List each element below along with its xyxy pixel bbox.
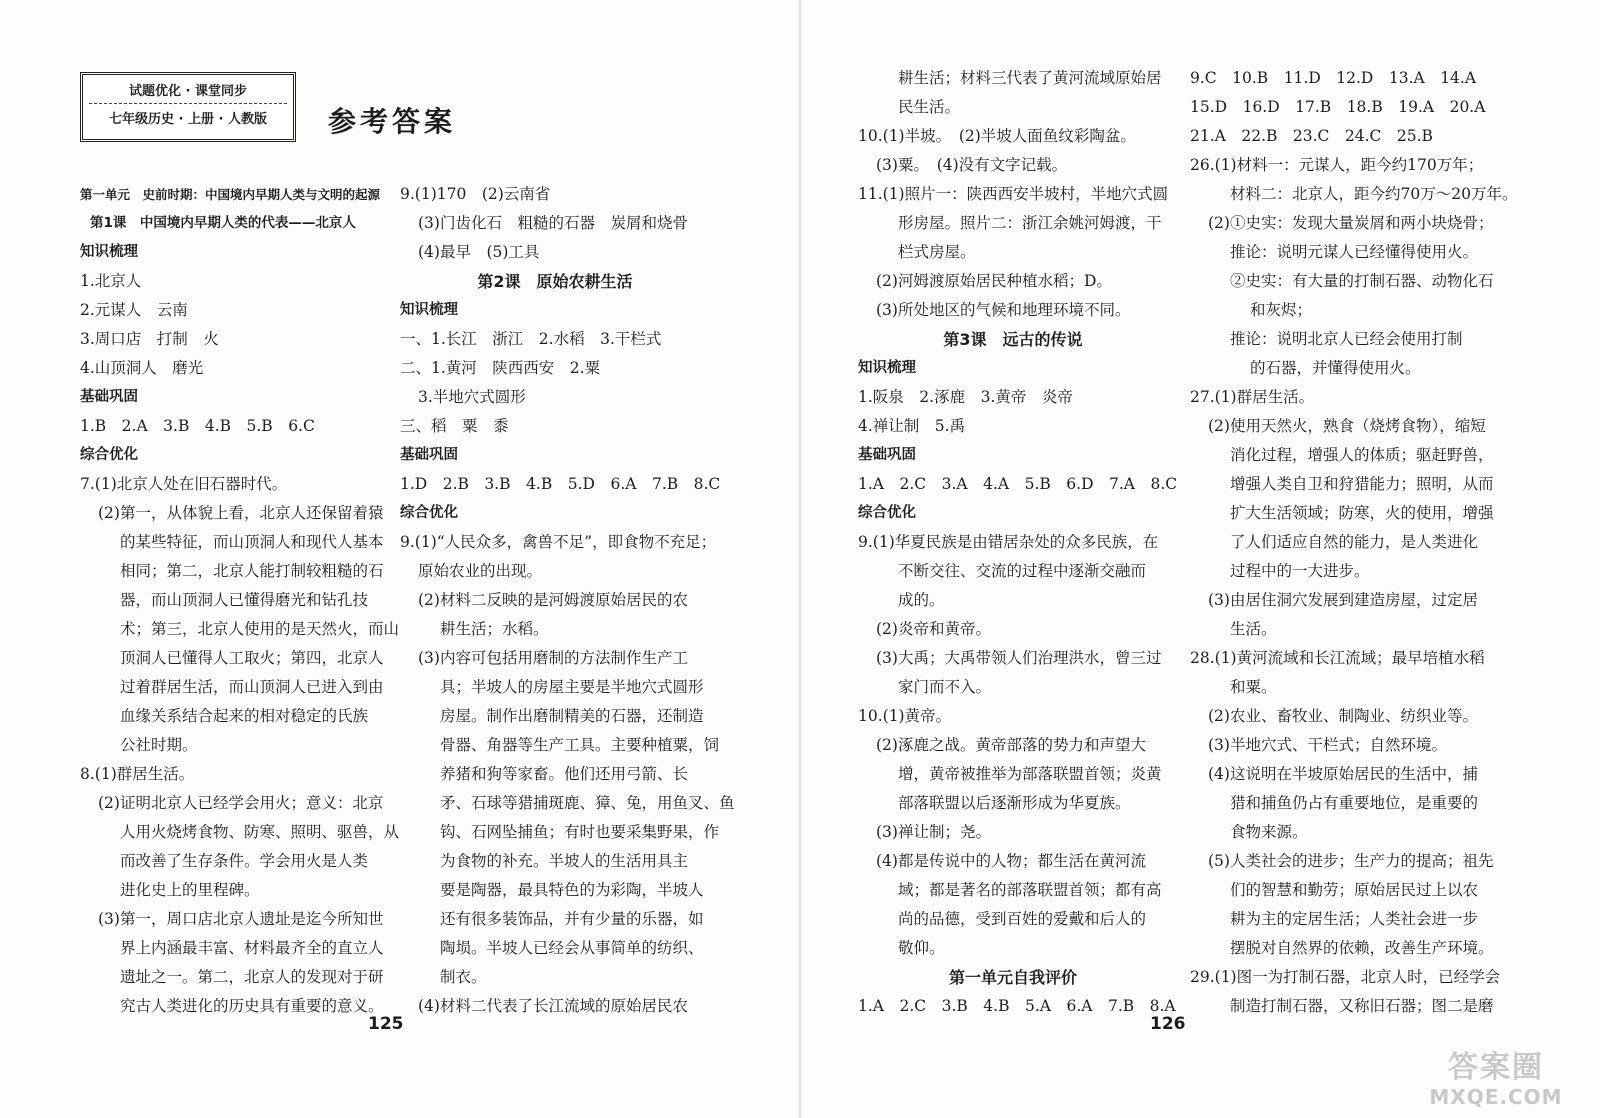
column-2 bbox=[400, 180, 735, 1021]
lesson-heading: 第3课 远古的传说 bbox=[943, 330, 1083, 349]
page-number-left: 125 bbox=[368, 1014, 404, 1034]
answer-line: 扩大生活领域；防寒，火的使用，增强 bbox=[1230, 504, 1494, 522]
answer-line: (5)人类社会的进步；生产力的提高；祖先 bbox=[1208, 852, 1494, 870]
section-heading: 基础巩固 bbox=[80, 389, 138, 405]
answer-line: 增强人类自卫和狩猎能力；照明，从而 bbox=[1230, 475, 1494, 493]
answer-line: 钩、石网坠捕鱼；有时也要采集野果，作 bbox=[440, 823, 720, 841]
answer-line: 2.元谋人 云南 bbox=[80, 301, 188, 319]
answer-line: 二、1.黄河 陕西西安 2.粟 bbox=[400, 359, 601, 377]
answer-line: 部落联盟以后逐渐形成为华夏族。 bbox=[898, 794, 1131, 812]
answer-line: 9.(1)170 (2)云南省 bbox=[400, 185, 551, 203]
answer-line: 1.A 2.C 3.A 4.A 5.B 6.D 7.A 8.C bbox=[858, 475, 1178, 493]
lesson-heading: 第2课 原始农耕生活 bbox=[477, 272, 633, 291]
answer-line: 1.北京人 bbox=[80, 272, 142, 290]
answer-line: 人用火烧烤食物、防寒、照明、驱兽，从 bbox=[120, 823, 400, 841]
answer-line: 26.(1)材料一：元谋人，距今约170万年； bbox=[1190, 156, 1484, 174]
answer-line: 增，黄帝被推举为部落联盟首领；炎黄 bbox=[898, 765, 1162, 783]
answer-line: 耕为主的定居生活；人类社会进一步 bbox=[1230, 910, 1479, 928]
answer-line: 形房屋。照片二：浙江余姚河姆渡，干 bbox=[898, 214, 1162, 232]
answer-line: (3)门齿化石 粗糙的石器 炭屑和烧骨 bbox=[418, 214, 688, 232]
answer-line: (2)证明北京人已经学会用火；意义：北京 bbox=[98, 794, 384, 812]
watermark-url: MXQE.COM bbox=[1429, 1085, 1563, 1109]
answer-line: (2)①史实：发现大量炭屑和两小块烧骨； bbox=[1208, 214, 1494, 232]
answer-line: 29.(1)图一为打制石器，北京人时，已经学会 bbox=[1190, 968, 1501, 986]
answer-line: 原始农业的出现。 bbox=[418, 562, 543, 580]
answer-line: 制衣。 bbox=[440, 968, 487, 986]
section-heading: 基础巩固 bbox=[858, 447, 916, 463]
answer-line: 11.(1)照片一：陕西西安半坡村，半地穴式圆 bbox=[858, 185, 1169, 203]
answer-line: 的石器，并懂得使用火。 bbox=[1250, 359, 1421, 377]
answer-line: 尚的品德，受到百姓的爱戴和后人的 bbox=[898, 910, 1147, 928]
answer-line: (2)使用天然火，熟食（烧烤食物），缩短 bbox=[1208, 417, 1486, 435]
answer-line: 域；都是著名的部落联盟首领；都有高 bbox=[898, 881, 1162, 899]
answer-line: 家门而不入。 bbox=[898, 678, 992, 696]
answer-line: (3)半地穴式、干栏式；自然环境。 bbox=[1208, 736, 1447, 754]
section-heading: 知识梳理 bbox=[400, 302, 458, 318]
answer-line: 1.A 2.C 3.B 4.B 5.A 6.A 7.B 8.A bbox=[858, 997, 1176, 1015]
watermark-text: 答案圈 bbox=[1448, 1050, 1544, 1085]
answer-line: 猎和捕鱼仍占有重要地位，是重要的 bbox=[1230, 794, 1479, 812]
answer-line: 顶洞人已懂得人工取火；第四，北京人 bbox=[120, 649, 384, 667]
answer-line: 公社时期。 bbox=[120, 736, 198, 754]
answer-line: 3.周口店 打制 火 bbox=[80, 330, 219, 348]
answer-line: (4)最早 (5)工具 bbox=[418, 243, 540, 261]
answer-line: (2)炎帝和黄帝。 bbox=[876, 620, 991, 638]
answer-line: 9.(1)华夏民族是由错居杂处的众多民族，在 bbox=[858, 533, 1159, 551]
answer-line: 10.(1)半坡。 (2)半坡人面鱼纹彩陶盆。 bbox=[858, 127, 1136, 145]
answer-line: 耕生活；材料三代表了黄河流域原始居 bbox=[898, 69, 1162, 87]
answer-line: 要是陶器，最具特色的为彩陶，半坡人 bbox=[440, 881, 704, 899]
section-heading: 知识梳理 bbox=[858, 360, 916, 376]
answer-line: (4)都是传说中的人物；都生活在黄河流 bbox=[876, 852, 1146, 870]
answer-line: 矛、石球等猎捕斑鹿、獐、兔，用鱼叉、鱼 bbox=[440, 794, 735, 812]
answer-line: (3)内容可包括用磨制的方法制作生产工 bbox=[418, 649, 688, 667]
answer-line: (3)大禹；大禹带领人们治理洪水，曾三过 bbox=[876, 649, 1162, 667]
answer-line: 还有很多装饰品，并有少量的乐器，如 bbox=[440, 910, 704, 928]
answer-line: 术；第三，北京人使用的是天然火，而山 bbox=[120, 620, 400, 638]
section-heading: 综合优化 bbox=[80, 447, 138, 463]
column-3 bbox=[858, 64, 1178, 1021]
page-title: 参考答案 bbox=[328, 105, 457, 138]
answer-line: 过程中的一大进步。 bbox=[1230, 562, 1370, 580]
answer-line: 和灰烬； bbox=[1250, 301, 1313, 319]
answer-line: 和粟。 bbox=[1230, 678, 1277, 696]
answer-line: 材料二：北京人，距今约70万～20万年。 bbox=[1230, 185, 1518, 203]
answer-line: (4)材料二代表了长江流域的原始居民农 bbox=[418, 997, 688, 1015]
answer-line: 不断交往、交流的过程中逐渐交融而 bbox=[898, 562, 1147, 580]
answer-line: 10.(1)黄帝。 bbox=[858, 707, 952, 725]
answer-line: 三、稻 粟 黍 bbox=[400, 417, 509, 435]
answer-line: 制造打制石器，又称旧石器；图二是磨 bbox=[1230, 997, 1494, 1015]
section-heading: 综合优化 bbox=[858, 505, 916, 521]
answer-line: 消化过程，增强人的体质；驱赶野兽， bbox=[1230, 446, 1494, 464]
answer-line: 房屋。制作出磨制精美的石器，还制造 bbox=[440, 707, 704, 725]
answer-line: 器，而山顶洞人已懂得磨光和钻孔技 bbox=[120, 591, 369, 609]
answer-line: 4.山顶洞人 磨光 bbox=[80, 359, 204, 377]
answer-line: 摆脱对自然界的依赖，改善生产环境。 bbox=[1230, 939, 1494, 957]
answer-line: 相同；第二，北京人能打制较粗糙的石 bbox=[120, 562, 384, 580]
answer-line: 进化史上的里程碑。 bbox=[120, 881, 260, 899]
answer-line: 28.(1)黄河流域和长江流域；最早培植水稻 bbox=[1190, 649, 1485, 667]
answer-line: 推论：说明北京人已经会使用打制 bbox=[1230, 330, 1463, 348]
badge-line2: 七年级历史 · 上册 · 人教版 bbox=[109, 112, 267, 127]
answer-line: 过着群居生活，而山顶洞人已进入到由 bbox=[120, 678, 384, 696]
answer-line: 食物来源。 bbox=[1230, 823, 1308, 841]
answer-line: 生活。 bbox=[1230, 620, 1277, 638]
section-heading: 综合优化 bbox=[400, 505, 458, 521]
answer-line: 1.D 2.B 3.B 4.B 5.D 6.A 7.B 8.C bbox=[400, 475, 721, 493]
answer-line: 27.(1)群居生活。 bbox=[1190, 388, 1315, 406]
answer-line: 15.D 16.D 17.B 18.B 19.A 20.A bbox=[1190, 98, 1486, 116]
answer-line: (3)由居住洞穴发展到建造房屋，过定居 bbox=[1208, 591, 1478, 609]
answer-line: 而改善了生存条件。学会用火是人类 bbox=[120, 852, 369, 870]
answer-line: (3)第一，周口店北京人遗址是迄今所知世 bbox=[98, 910, 384, 928]
lesson-heading: 第一单元自我评价 bbox=[948, 968, 1077, 987]
answer-line: (2)材料二反映的是河姆渡原始居民的农 bbox=[418, 591, 688, 609]
answer-line: 血缘关系结合起来的相对稳定的氏族 bbox=[120, 707, 369, 725]
answer-line: (3)粟。 (4)没有文字记载。 bbox=[876, 156, 1068, 174]
answer-line: 了人们适应自然的能力，是人类进化 bbox=[1230, 533, 1479, 551]
answer-line: 骨器、角器等生产工具。主要种植粟，饲 bbox=[440, 736, 720, 754]
column-1 bbox=[80, 180, 400, 1021]
answer-line: 1.阪泉 2.涿鹿 3.黄帝 炎帝 bbox=[858, 388, 1073, 406]
page-number-right: 126 bbox=[1150, 1014, 1186, 1034]
answer-line: 养猪和狗等家畜。他们还用弓箭、长 bbox=[440, 765, 689, 783]
answer-line: 究古人类进化的历史具有重要的意义。 bbox=[120, 997, 384, 1015]
unit-heading: 第一单元 史前时期：中国境内早期人类与文明的起源 bbox=[80, 187, 381, 202]
series-badge bbox=[80, 72, 296, 142]
answer-line: 成的。 bbox=[898, 591, 945, 609]
badge-line1: 试题优化 · 课堂同步 bbox=[89, 81, 287, 104]
answer-line: 8.(1)群居生活。 bbox=[80, 765, 195, 783]
answer-line: 敬仰。 bbox=[898, 939, 945, 957]
section-heading: 基础巩固 bbox=[400, 447, 458, 463]
answer-line: 3.半地穴式圆形 bbox=[418, 388, 526, 406]
answer-line: 9.(1)“人民众多，禽兽不足”，即食物不充足； bbox=[400, 533, 717, 551]
answer-line: (2)河姆渡原始居民种植水稻；D。 bbox=[876, 272, 1112, 290]
answer-line: 7.(1)北京人处在旧石器时代。 bbox=[80, 475, 288, 493]
answer-line: 一、1.长江 浙江 2.水稻 3.干栏式 bbox=[400, 330, 662, 348]
answer-line: 陶埙。半坡人已经会从事简单的纺织、 bbox=[440, 939, 704, 957]
answer-line: (2)农业、畜牧业、制陶业、纺织业等。 bbox=[1208, 707, 1478, 725]
answer-line: 为食物的补充。半坡人的生活用具主 bbox=[440, 852, 689, 870]
answer-line: 具；半坡人的房屋主要是半地穴式圆形 bbox=[440, 678, 704, 696]
right-page bbox=[800, 0, 1600, 1118]
answer-line: 们的智慧和勤劳；原始居民过上以农 bbox=[1230, 881, 1479, 899]
answer-line: 4.禅让制 5.禹 bbox=[858, 417, 966, 435]
answer-line: 耕生活；水稻。 bbox=[440, 620, 549, 638]
answer-line: 栏式房屋。 bbox=[898, 243, 976, 261]
answer-line: 9.C 10.B 11.D 12.D 13.A 14.A bbox=[1190, 69, 1477, 87]
column-4 bbox=[1190, 64, 1530, 1021]
lesson-heading: 第1课 中国境内早期人类的代表——北京人 bbox=[90, 215, 356, 231]
answer-line: 界上内涵最丰富、材料最齐全的直立人 bbox=[120, 939, 384, 957]
answer-line: 民生活。 bbox=[898, 98, 961, 116]
answer-line: ②史实：有大量的打制石器、动物化石 bbox=[1230, 272, 1494, 290]
answer-line: 的某些特征，而山顶洞人和现代人基本 bbox=[120, 533, 384, 551]
section-heading: 知识梳理 bbox=[80, 244, 138, 260]
watermark-logo bbox=[1398, 1050, 1594, 1112]
answer-line: (2)第一，从体貌上看，北京人还保留着猿 bbox=[98, 504, 384, 522]
answer-line: (4)这说明在半坡原始居民的生活中，捕 bbox=[1208, 765, 1478, 783]
answer-line: (2)涿鹿之战。黄帝部落的势力和声望大 bbox=[876, 736, 1146, 754]
answer-line: 推论：说明元谋人已经懂得使用火。 bbox=[1230, 243, 1479, 261]
answer-line: 1.B 2.A 3.B 4.B 5.B 6.C bbox=[80, 417, 315, 435]
answer-line: (3)禅让制；尧。 bbox=[876, 823, 991, 841]
answer-line: 遗址之一。第二，北京人的发现对于研 bbox=[120, 968, 384, 986]
answer-line: 21.A 22.B 23.C 24.C 25.B bbox=[1190, 127, 1433, 145]
answer-line: (3)所处地区的气候和地理环境不同。 bbox=[876, 301, 1131, 319]
